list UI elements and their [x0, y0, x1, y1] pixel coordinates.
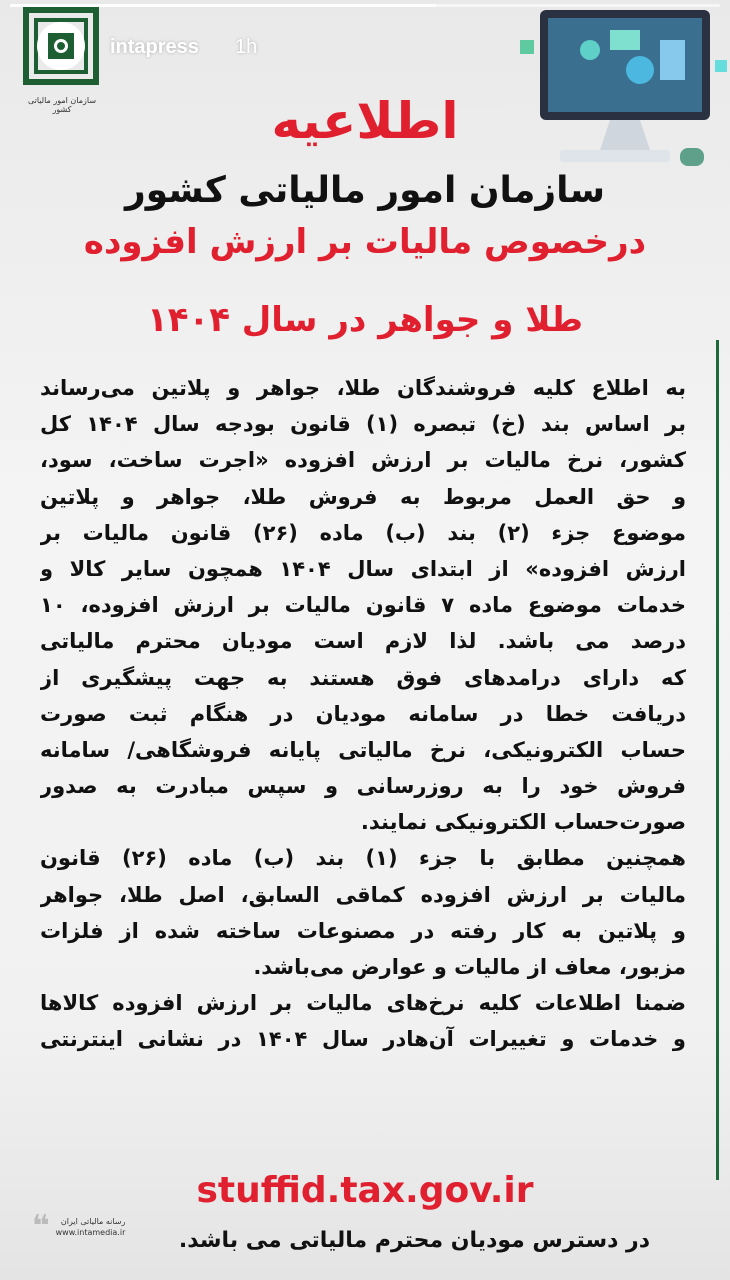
quote-icon: ❝ — [32, 1209, 50, 1244]
tax-organization-logo — [20, 6, 102, 86]
story-username[interactable]: intapress — [110, 36, 199, 58]
body-line: موضوع جزء (۲) بند (ب) ماده (۲۶) قانون مالیات بر — [40, 520, 686, 545]
story-time: 1h — [235, 36, 258, 58]
website-link[interactable]: stuffid.tax.gov.ir — [196, 1170, 534, 1211]
watermark-site: www.intamedia.ir — [55, 1228, 126, 1237]
organization-title: سازمان امور مالیاتی کشور — [124, 170, 606, 211]
body-line: و پلاتین به کار رفته در مصنوعات ساخته شده از فلزات — [40, 918, 686, 943]
subject-title: درخصوص مالیات بر ارزش افزوده — [83, 222, 647, 262]
body-line: صورت‌حساب الکترونیکی نمایند. — [360, 810, 686, 835]
body-line: خدمات موضوع ماده ۷ قانون مالیات بر ارزش افزوده، ۱۰ — [40, 593, 686, 618]
body-line: درصد می باشد. لذا لازم است مودیان محترم مالیاتی — [40, 629, 686, 654]
body-line: همچنین مطابق با جزء (۱) بند (ب) ماده (۲۶) قانون — [40, 846, 686, 871]
body-line: مزبور، معاف از مالیات و عوارض می‌باشد. — [253, 955, 686, 979]
body-line: مالیات بر ارزش افزوده کماقی السابق، اصل طلا، جواهر — [40, 882, 686, 907]
body-line: فروش خود را به روزرسانی و سپس مبادرت به صدور — [40, 774, 686, 799]
notice-heading: اطلاعیه — [271, 92, 459, 150]
body-line: بر اساس بند (خ) تبصره (۱) قانون بودجه سال ۱۴۰۴ کل — [40, 412, 686, 437]
subject-subtitle: طلا و جواهر در سال ۱۴۰۴ — [146, 300, 584, 340]
body-line: ضمنا اطلاعات کلیه نرخ‌های مالیات بر ارزش افزوده کالاها — [40, 991, 686, 1016]
body-line: ارزش افزوده» از ابتدای سال ۱۴۰۴ همچون سایر کالا و — [40, 556, 686, 581]
final-line: در دسترس مودیان محترم مالیاتی می باشد. — [178, 1228, 650, 1253]
intamedia-watermark — [32, 1209, 126, 1244]
body-line: و خدمات و تغییرات آن‌هادر سال ۱۴۰۴ در نشانی اینترنتی — [40, 1027, 686, 1052]
green-divider — [716, 340, 719, 1180]
body-line: کشور، نرخ مالیات بر ارزش افزوده «اجرت ساخت، سود، — [40, 448, 686, 473]
body-line: حساب الکترونیکی، نرخ مالیاتی پایانه فروشگاهی/ سامانه — [40, 737, 686, 762]
body-line: که دارای درامدهای فوق هستند به جهت پیشگیری از — [40, 665, 686, 690]
body-line: و حق العمل مربوط به فروش طلا، جواهر و پلاتین — [40, 484, 686, 509]
body-line: به اطلاع کلیه فروشندگان طلا، جواهر و پلاتین می‌رساند — [40, 376, 686, 400]
logo-caption: سازمان امور مالیاتی کشور — [27, 96, 97, 114]
notice-body — [40, 370, 686, 1058]
body-line: دریافت خطا در سامانه مودیان در هنگام ثبت صورت — [40, 701, 686, 726]
watermark-name: رسانه مالیاتی ایران — [60, 1217, 126, 1226]
